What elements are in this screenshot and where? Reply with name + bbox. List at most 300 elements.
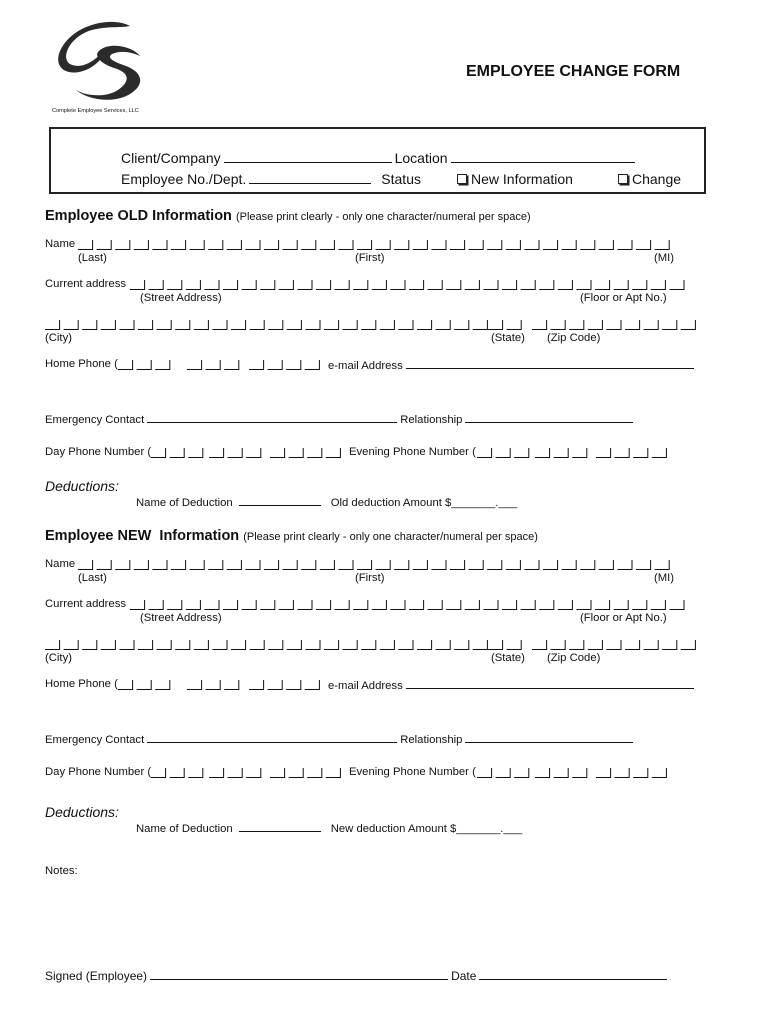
character-cell[interactable] [209,768,224,778]
character-cell[interactable] [137,360,152,370]
character-cell[interactable] [431,560,446,570]
character-cell[interactable] [562,560,577,570]
character-cell[interactable] [551,320,566,330]
character-cell[interactable] [554,768,569,778]
character-cell[interactable] [681,320,696,330]
character-cell[interactable] [283,560,298,570]
character-cell[interactable] [268,320,283,330]
character-cell[interactable] [454,320,469,330]
character-cell[interactable] [297,280,312,290]
old-email-label: e-mail Address [328,360,403,372]
character-cell[interactable] [157,640,172,650]
character-cell[interactable] [390,600,405,610]
character-cell[interactable] [606,640,621,650]
new-state-label: (State) [491,652,525,664]
character-cell[interactable] [301,240,316,250]
character-cell[interactable] [212,640,227,650]
character-cell[interactable] [357,560,372,570]
client-company-field[interactable] [224,152,392,163]
character-cell[interactable] [78,560,93,570]
character-cell[interactable] [130,280,145,290]
character-cell[interactable] [305,680,320,690]
character-cell[interactable] [487,560,502,570]
employee-no-label: Employee No./Dept. [121,171,247,187]
character-cell[interactable] [264,240,279,250]
character-cell[interactable] [576,280,591,290]
character-cell[interactable] [669,600,684,610]
character-cell[interactable] [514,448,529,458]
character-cell[interactable] [279,280,294,290]
new-evening-phone-cells[interactable] [477,766,677,780]
character-cell[interactable] [204,280,219,290]
character-cell[interactable] [186,280,201,290]
character-cell[interactable] [260,600,275,610]
character-cell[interactable] [209,448,224,458]
character-cell[interactable] [119,320,134,330]
character-cell[interactable] [595,280,610,290]
character-cell[interactable] [614,600,629,610]
character-cell[interactable] [286,680,301,690]
character-cell[interactable] [651,280,666,290]
character-cell[interactable] [335,280,350,290]
character-cell[interactable] [250,640,265,650]
character-cell[interactable] [149,600,164,610]
new-deduction-name-field[interactable] [239,821,321,832]
character-cell[interactable] [615,768,630,778]
character-cell[interactable] [413,240,428,250]
character-cell[interactable] [152,560,167,570]
character-cell[interactable] [655,560,670,570]
character-cell[interactable] [246,768,261,778]
character-cell[interactable] [245,560,260,570]
character-cell[interactable] [134,240,149,250]
new-relationship-field[interactable] [465,732,633,743]
character-cell[interactable] [394,560,409,570]
client-company-row [121,150,638,166]
character-cell[interactable] [353,600,368,610]
character-cell[interactable] [289,448,304,458]
new-email-field[interactable] [406,678,694,689]
character-cell[interactable] [338,240,353,250]
character-cell[interactable] [572,768,587,778]
character-cell[interactable] [450,240,465,250]
character-cell[interactable] [496,448,511,458]
character-cell[interactable] [353,280,368,290]
character-cell[interactable] [454,640,469,650]
character-cell[interactable] [324,640,339,650]
character-cell[interactable] [506,240,521,250]
old-day-phone-cells[interactable] [151,446,351,460]
character-cell[interactable] [118,360,133,370]
character-cell[interactable] [507,640,522,650]
character-cell[interactable] [326,768,341,778]
character-cell[interactable] [502,600,517,610]
character-cell[interactable] [249,360,264,370]
character-cell[interactable] [320,560,335,570]
character-cell[interactable] [137,680,152,690]
character-cell[interactable] [361,320,376,330]
character-cell[interactable] [633,768,648,778]
new-home-phone-cells[interactable] [118,678,328,692]
character-cell[interactable] [186,600,201,610]
character-cell[interactable] [551,640,566,650]
old-address-cells[interactable] [130,278,690,292]
character-cell[interactable] [118,680,133,690]
character-cell[interactable] [569,320,584,330]
character-cell[interactable] [372,280,387,290]
character-cell[interactable] [188,448,203,458]
character-cell[interactable] [669,280,684,290]
character-cell[interactable] [171,240,186,250]
character-cell[interactable] [588,320,603,330]
new-address-cells[interactable] [130,598,690,612]
character-cell[interactable] [149,280,164,290]
character-cell[interactable] [588,640,603,650]
character-cell[interactable] [175,320,190,330]
character-cell[interactable] [301,560,316,570]
character-cell[interactable] [190,240,205,250]
character-cell[interactable] [357,240,372,250]
character-cell[interactable] [287,640,302,650]
character-cell[interactable] [45,640,60,650]
character-cell[interactable] [428,600,443,610]
character-cell[interactable] [361,640,376,650]
old-home-phone-row [45,358,118,370]
character-cell[interactable] [188,768,203,778]
character-cell[interactable] [535,448,550,458]
character-cell[interactable] [307,448,322,458]
character-cell[interactable] [521,600,536,610]
character-cell[interactable] [465,280,480,290]
character-cell[interactable] [469,240,484,250]
character-cell[interactable] [289,768,304,778]
character-cell[interactable] [204,600,219,610]
character-cell[interactable] [206,360,221,370]
character-cell[interactable] [206,680,221,690]
character-cell[interactable] [539,600,554,610]
character-cell[interactable] [270,768,285,778]
character-cell[interactable] [250,320,265,330]
character-cell[interactable] [343,320,358,330]
location-field[interactable] [451,152,635,163]
character-cell[interactable] [307,768,322,778]
character-cell[interactable] [316,600,331,610]
cs-monogram-icon [52,16,152,108]
character-cell[interactable] [324,320,339,330]
new-emergency-field[interactable] [147,732,397,743]
character-cell[interactable] [187,680,202,690]
character-cell[interactable] [45,320,60,330]
change-checkbox[interactable] [618,174,628,184]
character-cell[interactable] [155,680,170,690]
character-cell[interactable] [231,320,246,330]
character-cell[interactable] [279,600,294,610]
character-cell[interactable] [155,360,170,370]
old-section-title [45,208,531,224]
character-cell[interactable] [264,560,279,570]
character-cell[interactable] [152,240,167,250]
character-cell[interactable] [187,360,202,370]
character-cell[interactable] [170,448,185,458]
character-cell[interactable] [320,240,335,250]
character-cell[interactable] [287,320,302,330]
character-cell[interactable] [326,448,341,458]
character-cell[interactable] [316,280,331,290]
character-cell[interactable] [268,680,283,690]
character-cell[interactable] [224,360,239,370]
character-cell[interactable] [576,600,591,610]
character-cell[interactable] [532,640,547,650]
character-cell[interactable] [617,240,632,250]
character-cell[interactable] [632,280,647,290]
character-cell[interactable] [469,560,484,570]
character-cell[interactable] [572,448,587,458]
character-cell[interactable] [644,640,659,650]
character-cell[interactable] [376,240,391,250]
new-information-checkbox[interactable] [457,174,467,184]
character-cell[interactable] [101,320,116,330]
character-cell[interactable] [78,240,93,250]
character-cell[interactable] [483,280,498,290]
notes-area[interactable] [45,884,705,954]
character-cell[interactable] [305,320,320,330]
character-cell[interactable] [473,320,488,330]
new-day-phone-cells[interactable] [151,766,351,780]
old-deduction-amount-label[interactable]: Old deduction Amount $_______.___ [330,497,518,509]
character-cell[interactable] [268,640,283,650]
character-cell[interactable] [64,320,79,330]
character-cell[interactable] [514,768,529,778]
new-deduction-row [136,821,522,835]
character-cell[interactable] [151,768,166,778]
character-cell[interactable] [446,280,461,290]
character-cell[interactable] [338,560,353,570]
old-deduction-name-field[interactable] [239,495,321,506]
character-cell[interactable] [652,768,667,778]
character-cell[interactable] [398,320,413,330]
character-cell[interactable] [599,560,614,570]
old-relationship-label: Relationship [400,414,463,426]
character-cell[interactable] [390,280,405,290]
character-cell[interactable] [64,640,79,650]
character-cell[interactable] [580,240,595,250]
character-cell[interactable] [223,280,238,290]
character-cell[interactable] [651,600,666,610]
character-cell[interactable] [539,280,554,290]
character-cell[interactable] [283,240,298,250]
character-cell[interactable] [652,448,667,458]
character-cell[interactable] [599,240,614,250]
character-cell[interactable] [446,600,461,610]
character-cell[interactable] [606,320,621,330]
new-name-cells[interactable] [78,558,678,572]
character-cell[interactable] [242,600,257,610]
new-emergency-label: Emergency Contact [45,734,145,746]
character-cell[interactable] [428,280,443,290]
character-cell[interactable] [617,560,632,570]
character-cell[interactable] [170,768,185,778]
character-cell[interactable] [532,320,547,330]
character-cell[interactable] [372,600,387,610]
character-cell[interactable] [507,320,522,330]
character-cell[interactable] [506,560,521,570]
character-cell[interactable] [228,768,243,778]
character-cell[interactable] [224,680,239,690]
character-cell[interactable] [633,448,648,458]
character-cell[interactable] [596,448,611,458]
character-cell[interactable] [502,280,517,290]
character-cell[interactable] [227,240,242,250]
character-cell[interactable] [524,240,539,250]
character-cell[interactable] [194,640,209,650]
character-cell[interactable] [97,560,112,570]
character-cell[interactable] [380,320,395,330]
old-email-field[interactable] [406,358,694,369]
character-cell[interactable] [436,640,451,650]
character-cell[interactable] [488,640,503,650]
character-cell[interactable] [227,560,242,570]
old-street-label: (Street Address) [140,292,222,304]
character-cell[interactable] [662,320,677,330]
character-cell[interactable] [335,600,350,610]
character-cell[interactable] [223,600,238,610]
signature-field[interactable] [150,969,448,980]
character-cell[interactable] [681,640,696,650]
character-cell[interactable] [413,560,428,570]
date-field[interactable] [479,969,667,980]
character-cell[interactable] [194,320,209,330]
character-cell[interactable] [535,768,550,778]
character-cell[interactable] [496,768,511,778]
character-cell[interactable] [450,560,465,570]
old-name-cells[interactable] [78,238,678,252]
character-cell[interactable] [625,640,640,650]
old-relationship-field[interactable] [465,412,633,423]
character-cell[interactable] [477,448,492,458]
character-cell[interactable] [409,600,424,610]
character-cell[interactable] [521,280,536,290]
character-cell[interactable] [157,320,172,330]
character-cell[interactable] [82,320,97,330]
character-cell[interactable] [596,768,611,778]
character-cell[interactable] [305,360,320,370]
character-cell[interactable] [614,280,629,290]
character-cell[interactable] [477,768,492,778]
character-cell[interactable] [167,280,182,290]
character-cell[interactable] [558,600,573,610]
character-cell[interactable] [245,240,260,250]
character-cell[interactable] [228,448,243,458]
character-cell[interactable] [190,560,205,570]
new-city-state-zip-cells[interactable] [45,638,705,652]
character-cell[interactable] [297,600,312,610]
new-day-phone-label: Day Phone Number ( [45,766,152,778]
character-cell[interactable] [97,240,112,250]
character-cell[interactable] [487,240,502,250]
character-cell[interactable] [101,640,116,650]
character-cell[interactable] [662,640,677,650]
character-cell[interactable] [231,640,246,650]
new-information-option[interactable] [457,171,573,187]
character-cell[interactable] [431,240,446,250]
character-cell[interactable] [138,640,153,650]
old-city-state-zip-cells[interactable] [45,318,705,332]
employee-no-field[interactable] [249,173,371,184]
character-cell[interactable] [343,640,358,650]
character-cell[interactable] [543,560,558,570]
old-evening-phone-cells[interactable] [477,446,677,460]
character-cell[interactable] [260,280,275,290]
character-cell[interactable] [242,280,257,290]
character-cell[interactable] [558,280,573,290]
character-cell[interactable] [632,600,647,610]
character-cell[interactable] [554,448,569,458]
character-cell[interactable] [249,680,264,690]
character-cell[interactable] [436,320,451,330]
character-cell[interactable] [636,240,651,250]
character-cell[interactable] [409,280,424,290]
old-home-phone-cells[interactable] [118,358,328,372]
character-cell[interactable] [380,640,395,650]
character-cell[interactable] [417,640,432,650]
character-cell[interactable] [473,640,488,650]
character-cell[interactable] [82,640,97,650]
character-cell[interactable] [151,448,166,458]
character-cell[interactable] [615,448,630,458]
new-deduction-amount-label[interactable]: New deduction Amount $_______.___ [330,823,523,835]
character-cell[interactable] [488,320,503,330]
character-cell[interactable] [543,240,558,250]
character-cell[interactable] [305,640,320,650]
character-cell[interactable] [376,560,391,570]
character-cell[interactable] [644,320,659,330]
character-cell[interactable] [138,320,153,330]
character-cell[interactable] [569,640,584,650]
character-cell[interactable] [134,560,149,570]
character-cell[interactable] [212,320,227,330]
new-home-phone-row [45,678,118,690]
character-cell[interactable] [524,560,539,570]
character-cell[interactable] [270,448,285,458]
character-cell[interactable] [398,640,413,650]
character-cell[interactable] [175,640,190,650]
character-cell[interactable] [208,240,223,250]
character-cell[interactable] [171,560,186,570]
character-cell[interactable] [636,560,651,570]
character-cell[interactable] [286,360,301,370]
character-cell[interactable] [394,240,409,250]
character-cell[interactable] [417,320,432,330]
character-cell[interactable] [595,600,610,610]
character-cell[interactable] [562,240,577,250]
character-cell[interactable] [130,600,145,610]
old-emergency-field[interactable] [147,412,397,423]
character-cell[interactable] [580,560,595,570]
character-cell[interactable] [465,600,480,610]
character-cell[interactable] [115,240,130,250]
character-cell[interactable] [246,448,261,458]
character-cell[interactable] [119,640,134,650]
character-cell[interactable] [268,360,283,370]
character-cell[interactable] [655,240,670,250]
character-cell[interactable] [208,560,223,570]
character-cell[interactable] [167,600,182,610]
character-cell[interactable] [625,320,640,330]
change-option[interactable] [618,171,681,187]
character-cell[interactable] [483,600,498,610]
new-zip-label: (Zip Code) [547,652,601,664]
character-cell[interactable] [115,560,130,570]
